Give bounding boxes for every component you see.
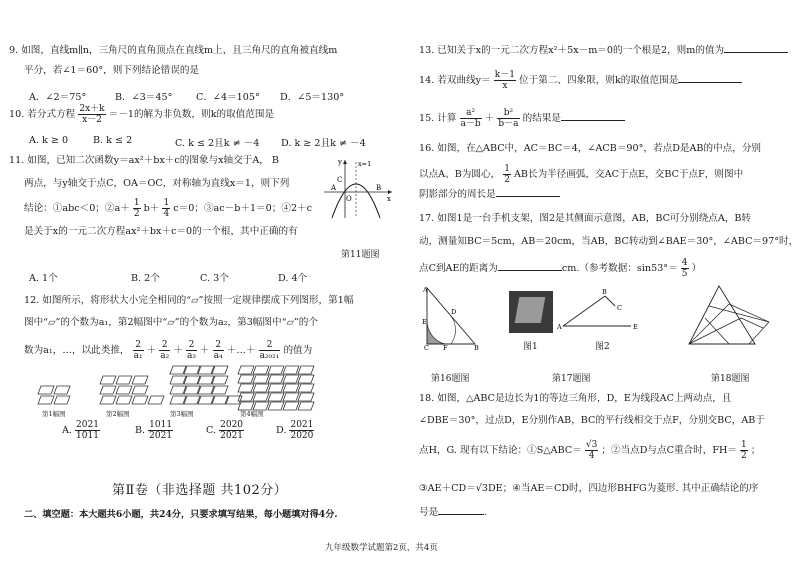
q11-option-b: B. 2个 <box>131 273 160 284</box>
q17-line2: 动，测量知BC＝5cm，AB＝20cm，当AB，BC转动到∠BAE＝30°，∠ABC＝97°时， <box>419 236 798 247</box>
q12-option-b-letter: B. <box>135 425 146 436</box>
q15-f1-num: a² <box>460 108 482 119</box>
q10-frac-den: x－2 <box>82 115 102 125</box>
q10-option-a: A. k ≥ 0 <box>29 135 69 146</box>
q12-term1 <box>133 340 144 361</box>
q11-quarter <box>162 198 170 219</box>
q9-option-a: A．∠2＝75° <box>29 92 87 103</box>
q11-fig-b-label: B <box>376 184 382 192</box>
q18-line3-a: 点H，G. 现有以下结论：①S△ABC＝ <box>419 445 582 456</box>
q15-suffix: 的结果是 <box>522 113 561 124</box>
q17-fig-a-label: A <box>557 323 562 331</box>
parallelogram-shape <box>170 386 186 394</box>
q12-plus-2: ＋ <box>173 345 183 356</box>
q12-option-c-letter: C. <box>206 425 217 436</box>
q17-fig-b-label: B <box>602 288 607 296</box>
q16-fig-b-label: B <box>474 344 479 352</box>
parallelogram-shape <box>283 366 299 374</box>
q15-f2-den: b－a <box>498 119 519 129</box>
q15-f1-den: a－b <box>460 119 481 129</box>
q14-suffix: 位于第二、四象限，则k的取值范围是 <box>519 75 679 86</box>
right-column <box>399 0 798 561</box>
parallelogram-shape <box>54 386 70 394</box>
q16-fig-d-label: D <box>451 308 457 316</box>
parallelogram-shape <box>184 396 200 404</box>
parallelogram-shape <box>100 376 116 384</box>
q9-option-c: C．∠4＝105° <box>196 92 260 103</box>
q18-answer-blank[interactable] <box>438 506 484 515</box>
q11-option-a: A. 1个 <box>29 273 58 284</box>
q17-frac-den: 5 <box>681 269 688 279</box>
q12-plus-1: ＋ <box>146 345 157 356</box>
q12-label-1: 第1幅图 <box>42 410 66 418</box>
parallelogram-shape <box>38 386 54 394</box>
parallelogram-shape <box>148 396 164 404</box>
q12-line2: 图中“▱”的个数为a₁，第2幅图中“▱”的个数为a₂，第3幅图中“▱”的个 <box>24 317 318 328</box>
parallelogram-shape <box>298 393 314 401</box>
section-2-title: 第Ⅱ卷（非选择题 共102分） <box>112 483 288 498</box>
q11-line4: 是关于x的一元二次方程ax²＋bx＋c＝0的一个根，其中正确的有 <box>24 226 298 237</box>
q11-line2: 两点，与y轴交于点C，OA＝OC，对称轴为直线x＝1，则下列 <box>24 178 290 189</box>
q11-fig-c-label: C <box>337 176 343 184</box>
q12-label-3: 第3幅图 <box>170 410 194 418</box>
parallelogram-shape <box>212 376 228 384</box>
q11-option-c: C. 3个 <box>200 273 229 284</box>
parallelogram-shape <box>283 375 299 383</box>
q12-term4-den: a₄ <box>213 351 223 361</box>
q12-option-b-den: 2021 <box>149 431 173 441</box>
q12-option-c-den: 2021 <box>220 431 244 441</box>
page-footer: 九年级数学试题第2页，共4页 <box>325 543 438 553</box>
q11-caption: 第11题图 <box>341 250 380 260</box>
parallelogram-shape <box>184 376 200 384</box>
q14-answer-blank[interactable] <box>678 74 742 83</box>
q12-option-b <box>135 420 173 441</box>
parallelogram-shape <box>298 384 314 392</box>
q16-half-num: 1 <box>504 164 510 174</box>
q16-fig-e-label: E <box>422 318 427 326</box>
q15-line <box>419 108 625 129</box>
q16-line3 <box>419 188 560 201</box>
q16-caption: 第16题图 <box>431 374 470 384</box>
q10-frac-num: 2x＋k <box>79 104 105 114</box>
parallelogram-shape <box>253 393 269 401</box>
q17-side-view-figure <box>557 286 647 342</box>
q12-label-2: 第2幅图 <box>106 410 130 418</box>
q12-pattern-figure <box>30 362 330 416</box>
q10-option-c: C. k ≤ 2且k ≠ －4 <box>175 138 260 149</box>
parallelogram-shape <box>268 402 284 410</box>
q14-line <box>419 70 742 91</box>
parallelogram-shape <box>170 396 186 404</box>
q16-triangle-figure <box>423 284 481 350</box>
q11-line3-c: c＝0；③ac－b＋1＝0；④2＋c <box>173 203 313 214</box>
q16-fig-f-label: F <box>443 344 448 352</box>
q16-line2-a: 以点A、B为圆心， <box>419 169 501 180</box>
q10-suffix: ＝－1的解为非负数，则k的取值范围是 <box>108 109 275 120</box>
parallelogram-shape <box>184 366 200 374</box>
parallelogram-shape <box>198 376 214 384</box>
parallelogram-shape <box>212 386 228 394</box>
q12-line1: 12. 如图所示，将形状大小完全相同的“▱”按照一定规律摆成下列图形，第1幅 <box>24 295 354 306</box>
parallelogram-shape <box>100 396 116 404</box>
q12-option-a-letter: A. <box>62 425 72 436</box>
q11-quarter-den: 4 <box>163 209 170 219</box>
q12-term-last-num: 2 <box>259 340 281 351</box>
parallelogram-shape <box>38 396 54 404</box>
q16-line2-b: AB长为半径画弧，交AC于点E，交BC于点F，则图中 <box>514 169 744 180</box>
q18-line2: ∠DBE＝30°，过点D，E分别作AB，BC的平行线相交于点F，分别交BC，AB于 <box>419 415 765 426</box>
q17-frac-num: 4 <box>681 258 688 268</box>
q16-line2 <box>419 164 743 185</box>
q18-line5-end: . <box>484 507 488 518</box>
q13-text: 13. 已知关于x的一元二次方程x²＋5x－m＝0的一个根是2，则m的值为 <box>419 45 725 56</box>
q9-line2: 平分，若∠1＝60°，则下列结论错误的是 <box>24 65 200 76</box>
parallelogram-shape <box>116 376 132 384</box>
q10-line <box>9 104 274 125</box>
parallelogram-shape <box>238 384 254 392</box>
parallelogram-shape <box>132 396 148 404</box>
q12-term2-den: a₂ <box>160 351 170 361</box>
q12-term1-num: 2 <box>133 340 144 351</box>
q12-term3 <box>186 340 197 361</box>
q11-line3-a: 结论：①abc＜0；②a＋ <box>24 203 130 214</box>
q16-half-den: 2 <box>504 175 510 185</box>
parallelogram-shape <box>268 393 284 401</box>
q12-option-a-den: 1011 <box>76 431 99 441</box>
q12-term1-den: a₁ <box>133 351 143 361</box>
q11-parabola-figure <box>322 158 394 220</box>
parallelogram-shape <box>298 375 314 383</box>
parallelogram-shape <box>268 384 284 392</box>
parallelogram-shape <box>253 375 269 383</box>
q16-line1: 16. 如图，在△ABC中，AC＝BC＝4，∠ACB＝90°，若点D是AB的中点，分别 <box>419 143 762 154</box>
q18-line1: 18. 如图，△ABC是边长为1的等边三角形，D，E为线段AC上两动点，且 <box>419 393 732 404</box>
q18-line3-c: ； <box>750 445 761 456</box>
q13-line <box>419 44 788 57</box>
parallelogram-shape <box>283 384 299 392</box>
q17-line3-b: cm.（参考数据：sin53°＝ <box>561 263 678 274</box>
q18-fh-num: 1 <box>741 440 747 450</box>
parallelogram-shape <box>198 366 214 374</box>
q17-line1: 17. 如图1是一台手机支架，图2是其侧面示意图，AB，BC可分别绕点A，B转 <box>419 213 752 224</box>
parallelogram-shape <box>238 375 254 383</box>
parallelogram-shape <box>298 366 314 374</box>
q12-term4-num: 2 <box>213 340 224 351</box>
q12-option-c <box>206 420 244 441</box>
q10-option-d: D. k ≥ 2且k ≠ －4 <box>281 138 366 149</box>
q12-line3 <box>24 340 312 361</box>
parallelogram-shape <box>184 386 200 394</box>
q12-term-last <box>259 340 281 361</box>
parallelogram-shape <box>116 396 132 404</box>
q12-option-a <box>62 420 100 441</box>
q15-answer-blank[interactable] <box>561 112 625 121</box>
q11-line1: 11. 如图，已知二次函数y＝ax²＋bx＋c的图象与x轴交于A， B <box>9 155 279 166</box>
q11-half-num: 1 <box>133 198 140 208</box>
q12-term3-den: a₃ <box>186 351 196 361</box>
q18-caption: 第18题图 <box>711 374 750 384</box>
q12-option-d-num: 2021 <box>290 420 314 430</box>
q12-term2-num: 2 <box>159 340 170 351</box>
q18-area-num: √3 <box>585 440 598 450</box>
q12-line3-c: 的值为 <box>283 345 313 356</box>
q9-option-b: B．∠3＝45° <box>115 92 173 103</box>
q17-phone-stand-shape <box>515 297 546 323</box>
q18-area-den: 4 <box>588 451 595 461</box>
parallelogram-shape <box>253 384 269 392</box>
q18-line4: ③AE＋CD＝√3DE；④当AE＝CD时，四边形BHFG为菱形. 其中正确结论的序 <box>419 483 759 494</box>
q17-fig-c-label: C <box>617 304 622 312</box>
q12-label-4: 第4幅图 <box>240 410 264 418</box>
parallelogram-shape <box>212 366 228 374</box>
q18-equilateral-figure <box>685 282 773 354</box>
parallelogram-shape <box>283 402 299 410</box>
q11-fig-o-label: O <box>346 195 352 203</box>
parallelogram-shape <box>253 366 269 374</box>
q13-answer-blank[interactable] <box>724 44 788 53</box>
q17-line3 <box>419 258 701 279</box>
q14-num: k－1 <box>494 70 515 80</box>
q15-plus: ＋ <box>484 113 495 124</box>
parallelogram-shape <box>116 386 132 394</box>
parallelogram-shape <box>283 393 299 401</box>
parallelogram-shape <box>198 386 214 394</box>
q14-prefix: 14. 若双曲线y＝ <box>419 75 491 86</box>
q15-prefix: 15. 计算 <box>419 113 457 124</box>
q10-option-b: B. k ≤ 2 <box>93 135 133 146</box>
q16-fig-a-label: A <box>423 286 428 294</box>
parallelogram-shape <box>170 366 186 374</box>
q18-fh-den: 2 <box>741 451 747 461</box>
q17-line3-a: 点C到AE的距离为 <box>419 263 498 274</box>
q11-half <box>133 198 141 219</box>
q12-term-last-den: a₂₀₂₁ <box>259 351 280 361</box>
parallelogram-shape <box>100 386 116 394</box>
q12-option-d-letter: D. <box>276 425 287 436</box>
parallelogram-shape <box>170 376 186 384</box>
q17-fig-e-label: E <box>633 323 638 331</box>
q16-fig-c-label: C <box>424 344 429 352</box>
q9-line1: 9. 如图，直线m∥n，三角尺的直角顶点在直线m上，且三角尺的直角被直线m <box>9 45 338 56</box>
q14-den: x <box>502 81 508 91</box>
q18-line5 <box>419 506 487 519</box>
q12-term3-num: 2 <box>186 340 197 351</box>
q12-line3-b: ＋…＋ <box>226 345 256 356</box>
q17-phone-stand-photo <box>509 291 553 333</box>
q10-fraction <box>78 104 105 125</box>
q11-fig-a-label: A <box>331 184 337 192</box>
q9-option-d: D．∠5＝130° <box>280 92 345 103</box>
q12-plus-3: ＋ <box>200 345 210 356</box>
q11-fig-y-label: y <box>338 158 342 166</box>
q11-line3-b: b＋ <box>143 203 160 214</box>
q11-fig-x1-label: x=1 <box>358 160 372 168</box>
q17-fig1-label: 图1 <box>523 342 538 352</box>
q10-prefix: 10. 若分式方程 <box>9 109 76 120</box>
q11-quarter-num: 1 <box>163 198 170 208</box>
parallelogram-shape <box>198 396 214 404</box>
left-column <box>0 0 395 561</box>
parallelogram-shape <box>298 402 314 410</box>
q11-fig-x-label: x <box>387 195 391 203</box>
parallelogram-shape <box>268 375 284 383</box>
parallelogram-shape <box>132 376 148 384</box>
q18-line5-text: 号是 <box>419 507 439 518</box>
parallelogram-shape <box>212 396 228 404</box>
parallelogram-shape <box>268 366 284 374</box>
q17-answer-blank[interactable] <box>498 262 562 271</box>
q12-option-d <box>276 420 314 441</box>
q17-line3-c: ） <box>691 263 702 274</box>
section-2-instructions: 二、填空题：本大题共6小题，共24分，只要求填写结果，每小题填对得4分. <box>24 509 338 520</box>
q16-line3-text: 阴影部分的周长是 <box>419 189 496 200</box>
q11-half-den: 2 <box>133 209 140 219</box>
q12-term4 <box>213 340 224 361</box>
q12-line3-a: 数为a₁，…，以此类推， <box>24 345 130 356</box>
q15-f2-num: b² <box>497 108 519 119</box>
q12-term2 <box>159 340 170 361</box>
q18-line3 <box>419 440 760 461</box>
q18-line3-b: ；②当点D与点C重合时，FH＝ <box>601 445 737 456</box>
parallelogram-shape <box>132 386 148 394</box>
q11-option-d: D. 4个 <box>278 273 308 284</box>
q12-option-c-num: 2020 <box>220 420 244 430</box>
q12-option-b-num: 1011 <box>149 420 173 430</box>
q12-option-a-num: 2021 <box>76 420 99 430</box>
q17-fig2-label: 图2 <box>595 342 610 352</box>
parallelogram-shape <box>54 396 70 404</box>
q12-option-d-den: 2020 <box>290 431 314 441</box>
q17-caption: 第17题图 <box>552 374 591 384</box>
q16-answer-blank[interactable] <box>496 188 560 197</box>
q11-line3 <box>24 198 312 219</box>
parallelogram-shape <box>238 366 254 374</box>
